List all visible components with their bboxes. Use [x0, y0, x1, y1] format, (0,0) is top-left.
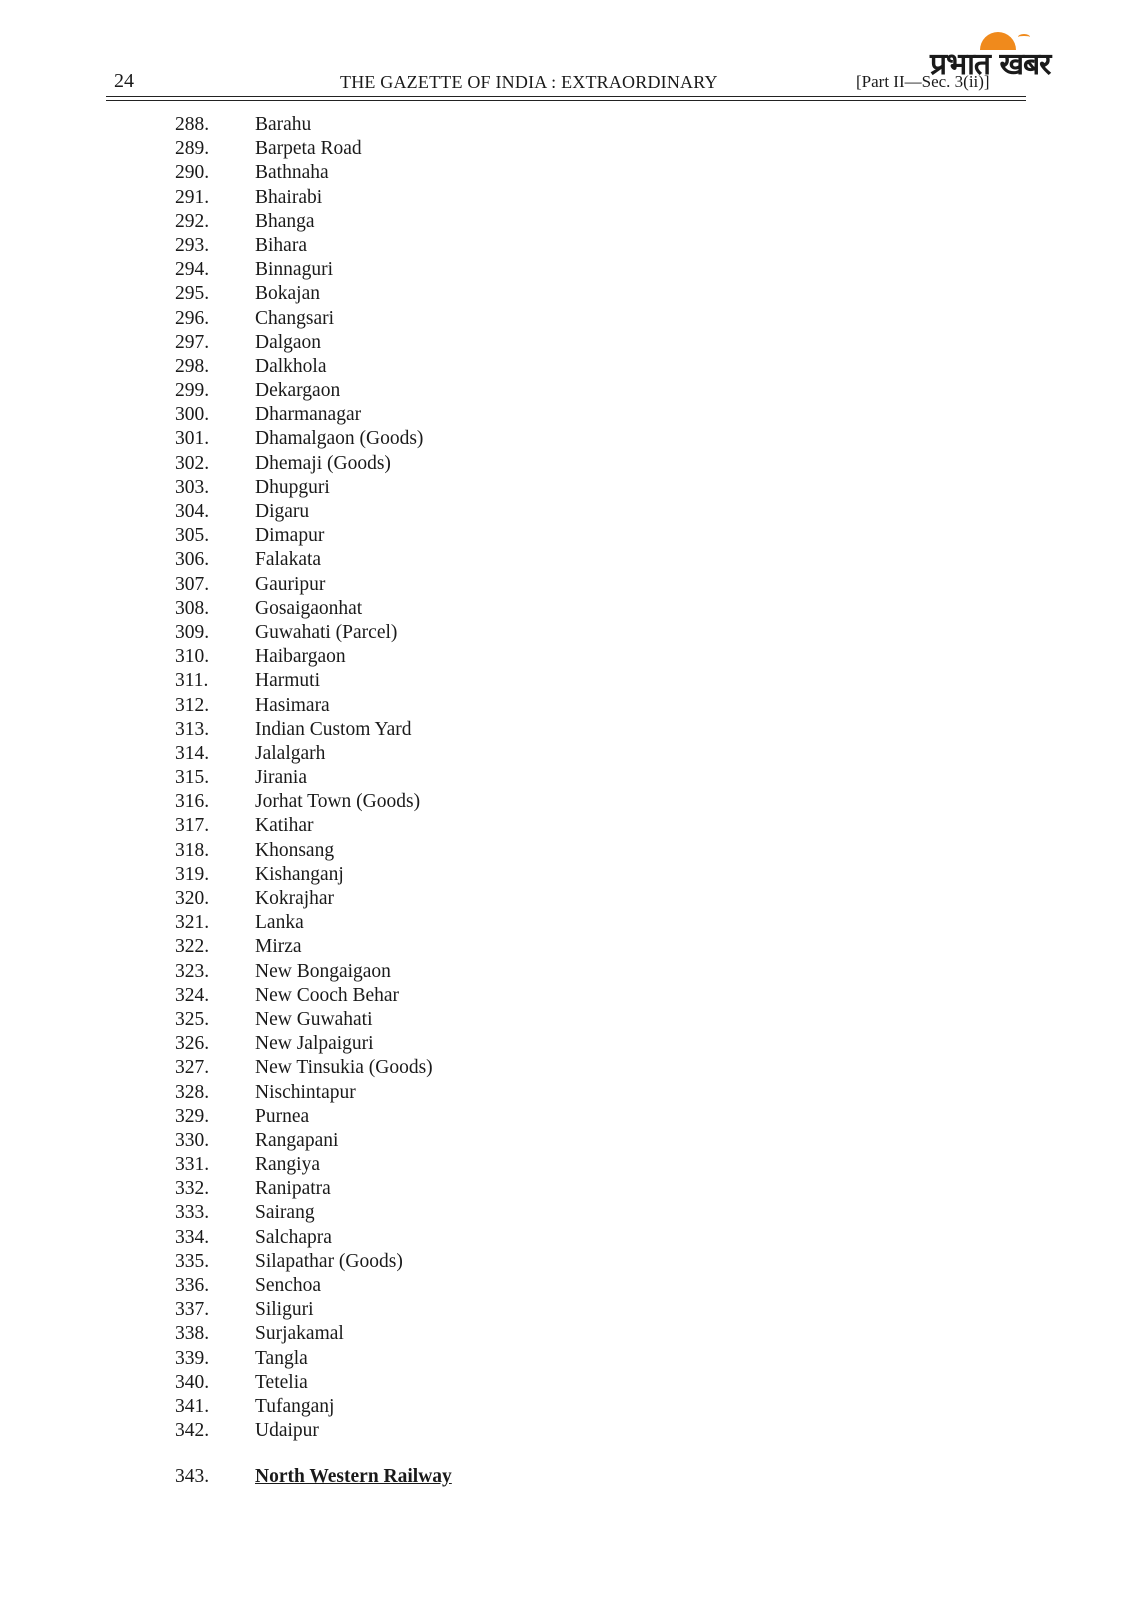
item-number: 294. [175, 259, 210, 281]
item-number: 332. [175, 1178, 210, 1200]
station-name: Dekargaon [255, 380, 341, 402]
item-number: 324. [175, 984, 210, 1006]
list-item [0, 500, 1132, 524]
station-name: Dhemaji (Goods) [255, 452, 391, 474]
station-name: Dalkhola [255, 355, 327, 377]
item-number: 321. [175, 912, 210, 934]
item-number: 301. [175, 428, 210, 450]
list-item [0, 1322, 1132, 1346]
station-name: New Tinsukia (Goods) [255, 1057, 433, 1079]
station-name: Surjakamal [255, 1323, 344, 1345]
list-item [0, 1250, 1132, 1274]
list-item [0, 839, 1132, 863]
station-list [0, 113, 1132, 1443]
item-number: 315. [175, 767, 210, 789]
page-header [106, 70, 1026, 96]
list-item [0, 766, 1132, 790]
item-number: 318. [175, 839, 210, 861]
item-number: 306. [175, 549, 210, 571]
item-number: 316. [175, 791, 210, 813]
gazette-title: THE GAZETTE OF INDIA : EXTRAORDINARY [340, 72, 718, 92]
list-item [0, 186, 1132, 210]
item-number: 310. [175, 646, 210, 668]
item-number: 336. [175, 1275, 210, 1296]
station-name: New Cooch Behar [255, 984, 400, 1006]
station-name: Tetelia [255, 1371, 308, 1393]
item-number: 311. [175, 670, 209, 692]
item-number: 297. [175, 331, 210, 353]
station-name: Siliguri [255, 1299, 314, 1321]
item-number: 298. [175, 355, 210, 377]
item-number: 342. [175, 1420, 210, 1442]
item-number: 289. [175, 138, 210, 160]
list-item [0, 476, 1132, 500]
item-number: 327. [175, 1057, 210, 1079]
list-item [0, 645, 1132, 669]
station-name: Dalgaon [255, 331, 322, 353]
item-number: 312. [175, 694, 210, 716]
station-name: Udaipur [255, 1420, 319, 1442]
item-number: 326. [175, 1033, 210, 1055]
station-name: Digaru [255, 501, 310, 522]
item-number: 293. [175, 234, 210, 256]
item-number: 340. [175, 1371, 210, 1393]
item-number: 323. [175, 960, 210, 982]
list-item [0, 694, 1132, 718]
item-number: 292. [175, 210, 210, 232]
item-number: 319. [175, 863, 210, 885]
list-item [0, 863, 1132, 887]
part-section-label: [Part II—Sec. 3(ii)] [856, 72, 990, 91]
item-number: 335. [175, 1250, 210, 1272]
item-number: 320. [175, 888, 210, 909]
list-item [0, 307, 1132, 331]
item-number: 300. [175, 404, 210, 426]
list-item [0, 718, 1132, 742]
list-item [0, 1201, 1132, 1225]
list-item [0, 113, 1132, 137]
station-name: Indian Custom Yard [255, 718, 412, 740]
item-number: 341. [175, 1395, 210, 1417]
station-name: Dharmanagar [255, 404, 362, 426]
station-name: Gosaigaonhat [255, 597, 363, 619]
station-name: Kishanganj [255, 863, 344, 885]
list-item [0, 1419, 1132, 1443]
list-item [0, 234, 1132, 258]
station-name: Bhanga [255, 210, 315, 232]
station-name: Tufanganj [255, 1395, 335, 1417]
station-name: Falakata [255, 549, 322, 571]
station-name: New Guwahati [255, 1008, 373, 1030]
station-name: Barahu [255, 114, 312, 135]
list-item [0, 669, 1132, 693]
item-number: 329. [175, 1105, 210, 1127]
list-item [0, 403, 1132, 427]
list-item [0, 1129, 1132, 1153]
list-item [0, 137, 1132, 161]
list-item [0, 621, 1132, 645]
list-item [0, 1347, 1132, 1371]
station-name: Hasimara [255, 694, 330, 716]
station-name: New Bongaigaon [255, 960, 391, 982]
item-number: 302. [175, 452, 210, 474]
station-name: Purnea [255, 1105, 310, 1127]
item-number: 288. [175, 114, 210, 135]
list-item [0, 452, 1132, 476]
item-number: 305. [175, 525, 210, 547]
item-number: 330. [175, 1129, 210, 1151]
header-rule [106, 96, 1026, 97]
list-item [0, 1177, 1132, 1201]
list-item [0, 355, 1132, 379]
list-item [0, 911, 1132, 935]
list-item [0, 960, 1132, 984]
list-item [0, 210, 1132, 234]
station-name: Bihara [255, 234, 307, 256]
item-number: 334. [175, 1226, 210, 1248]
list-item [0, 1081, 1132, 1105]
list-item [0, 524, 1132, 548]
station-name: Changsari [255, 307, 335, 329]
list-item [0, 597, 1132, 621]
station-name: Dhupguri [255, 476, 330, 498]
station-name: Bathnaha [255, 162, 329, 184]
item-number: 314. [175, 742, 210, 764]
list-item [0, 1371, 1132, 1395]
station-name: Silapathar (Goods) [255, 1250, 403, 1272]
station-name: Khonsang [255, 839, 335, 861]
list-item [0, 1395, 1132, 1419]
list-item [0, 379, 1132, 403]
station-name: Lanka [255, 912, 304, 934]
list-item [0, 1105, 1132, 1129]
list-item [0, 1298, 1132, 1322]
list-item [0, 935, 1132, 959]
page-number: 24 [114, 70, 134, 92]
station-name: Bhairabi [255, 186, 323, 208]
item-number: 296. [175, 307, 210, 329]
station-name: Dhamalgaon (Goods) [255, 428, 424, 450]
item-number: 338. [175, 1323, 210, 1345]
list-item [0, 548, 1132, 572]
item-number: 303. [175, 476, 210, 498]
item-number: 309. [175, 621, 210, 643]
item-number: 325. [175, 1008, 210, 1030]
item-number: 299. [175, 380, 210, 402]
station-name: Rangiya [255, 1154, 320, 1176]
list-item [0, 573, 1132, 597]
item-number: 291. [175, 186, 210, 208]
section-title: North Western Railway [255, 1466, 452, 1487]
item-number: 322. [175, 936, 210, 958]
station-name: New Jalpaiguri [255, 1033, 374, 1055]
list-item [0, 790, 1132, 814]
station-name: Ranipatra [255, 1178, 331, 1200]
header-rule-secondary [106, 100, 1026, 101]
list-item [0, 1032, 1132, 1056]
logo-text: प्रभात खबर [930, 47, 1051, 82]
list-item [0, 1008, 1132, 1032]
section-heading-row [0, 1465, 1132, 1491]
item-number: 295. [175, 283, 210, 305]
station-name: Senchoa [255, 1275, 322, 1296]
station-name: Jalalgarh [255, 742, 326, 764]
list-item [0, 1274, 1132, 1298]
station-name: Guwahati (Parcel) [255, 621, 398, 643]
station-name: Tangla [255, 1347, 308, 1369]
list-item [0, 1153, 1132, 1177]
station-name: Bokajan [255, 283, 320, 305]
list-item [0, 887, 1132, 911]
list-item [0, 282, 1132, 306]
section-number: 343. [175, 1466, 210, 1487]
item-number: 304. [175, 501, 210, 522]
station-name: Nischintapur [255, 1081, 356, 1103]
item-number: 307. [175, 573, 210, 595]
item-number: 313. [175, 718, 210, 740]
list-item [0, 161, 1132, 185]
bird-icon [1018, 34, 1030, 40]
station-name: Salchapra [255, 1226, 332, 1248]
item-number: 337. [175, 1299, 210, 1321]
list-item [0, 1056, 1132, 1080]
list-item [0, 814, 1132, 838]
list-item [0, 427, 1132, 451]
station-name: Gauripur [255, 573, 326, 595]
station-name: Jirania [255, 767, 307, 789]
station-name: Dimapur [255, 525, 325, 547]
station-name: Binnaguri [255, 259, 333, 281]
item-number: 333. [175, 1202, 210, 1224]
item-number: 290. [175, 162, 210, 184]
list-item [0, 258, 1132, 282]
station-name: Katihar [255, 815, 314, 837]
station-name: Jorhat Town (Goods) [255, 791, 421, 813]
list-item [0, 742, 1132, 766]
item-number: 339. [175, 1347, 210, 1369]
list-item [0, 331, 1132, 355]
station-name: Rangapani [255, 1129, 339, 1151]
station-name: Haibargaon [255, 646, 346, 668]
item-number: 328. [175, 1081, 210, 1103]
item-number: 308. [175, 597, 210, 619]
list-item [0, 1226, 1132, 1250]
station-name: Harmuti [255, 670, 320, 692]
station-name: Barpeta Road [255, 138, 362, 160]
item-number: 317. [175, 815, 210, 837]
list-item [0, 984, 1132, 1008]
item-number: 331. [175, 1154, 210, 1176]
station-name: Kokrajhar [255, 888, 335, 909]
station-name: Mirza [255, 936, 302, 958]
station-name: Sairang [255, 1202, 315, 1224]
